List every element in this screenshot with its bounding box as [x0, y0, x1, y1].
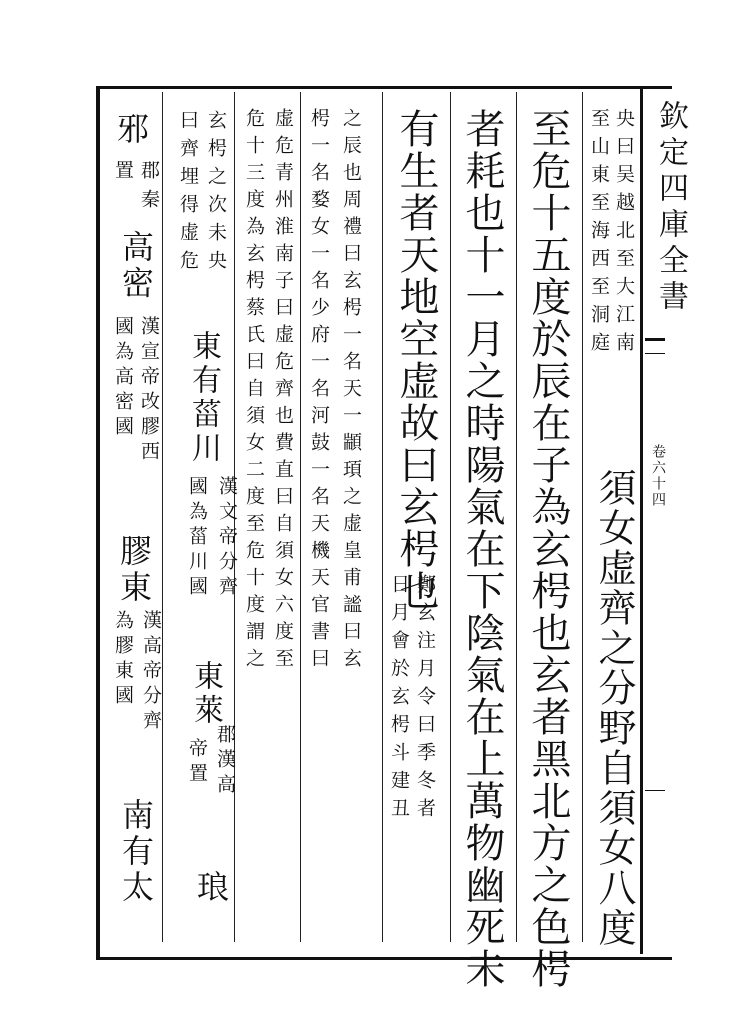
place-name: 琅 — [192, 870, 230, 906]
note-line: 國為高密國 — [112, 316, 134, 441]
place-name: 東萊 — [188, 660, 223, 728]
note-line: 國為菑川國 — [186, 476, 208, 601]
note-line: 帝置 — [186, 738, 208, 788]
fishtail-mark — [645, 790, 665, 799]
note-line: 郡秦 — [138, 160, 160, 218]
place-name: 膠東 — [115, 534, 153, 606]
place-name: 邪 — [112, 112, 150, 148]
note-line: 為膠東國 — [112, 610, 134, 710]
note-line: 鄭玄注月令曰季冬者 — [414, 574, 436, 826]
main-text-line: 者耗也十一月之時陽氣在下陰氣在上萬物幽死未 — [459, 108, 505, 990]
note-line: 枵一名婺女一名少府一名河鼓一名天機天官書曰 — [308, 108, 330, 675]
note-line: 漢宣帝改膠西 — [138, 316, 160, 466]
column-rule — [582, 92, 583, 942]
note-line: 虚危青州淮南子曰虚危齊也費直曰自須女六度至 — [272, 108, 294, 675]
note-line: 置 — [112, 160, 134, 188]
margin-border — [640, 86, 643, 954]
place-name: 南有太 — [117, 798, 155, 906]
column-rule — [516, 92, 517, 942]
note-line: 漢高帝分齊 — [140, 610, 162, 735]
note-line: 漢文帝分齊 — [216, 476, 238, 601]
note-line: 危十三度為玄枵蔡氏曰自須女二度至危十度謂之 — [243, 108, 265, 675]
note-line: 郡漢高 — [214, 724, 236, 799]
main-text-line: 至危十五度於辰在子為玄枵也玄者黑北方之色枵 — [525, 108, 571, 990]
note-line: 之辰也周禮曰玄枵一名天一顓頊之虚皇甫謐曰玄 — [340, 108, 362, 675]
fishtail-mark — [645, 338, 665, 354]
margin-juan-number: 卷六十四 — [650, 444, 666, 508]
note-line: 央曰吴越北至大江南 — [613, 108, 635, 360]
note-line: 至山東至海西至洞庭 — [588, 108, 610, 360]
note-line: 曰齊埋得虚危 — [177, 110, 199, 278]
main-text-line: 須女虚齊之分野自須女八度 — [592, 468, 636, 948]
place-name: 東有菑川 — [186, 330, 221, 466]
main-text-line: 有生者天地空虚故曰玄枵也 — [393, 108, 439, 612]
note-line: 玄枵之次未央 — [205, 110, 227, 278]
column-rule — [450, 92, 451, 942]
column-rule — [382, 92, 383, 942]
column-rule — [162, 92, 163, 942]
margin-title: 欽定四庫全書 — [653, 100, 688, 316]
column-rule — [300, 92, 301, 942]
note-line: 日月會於玄枵斗建丑 — [388, 574, 410, 826]
place-name: 高密 — [117, 230, 155, 302]
